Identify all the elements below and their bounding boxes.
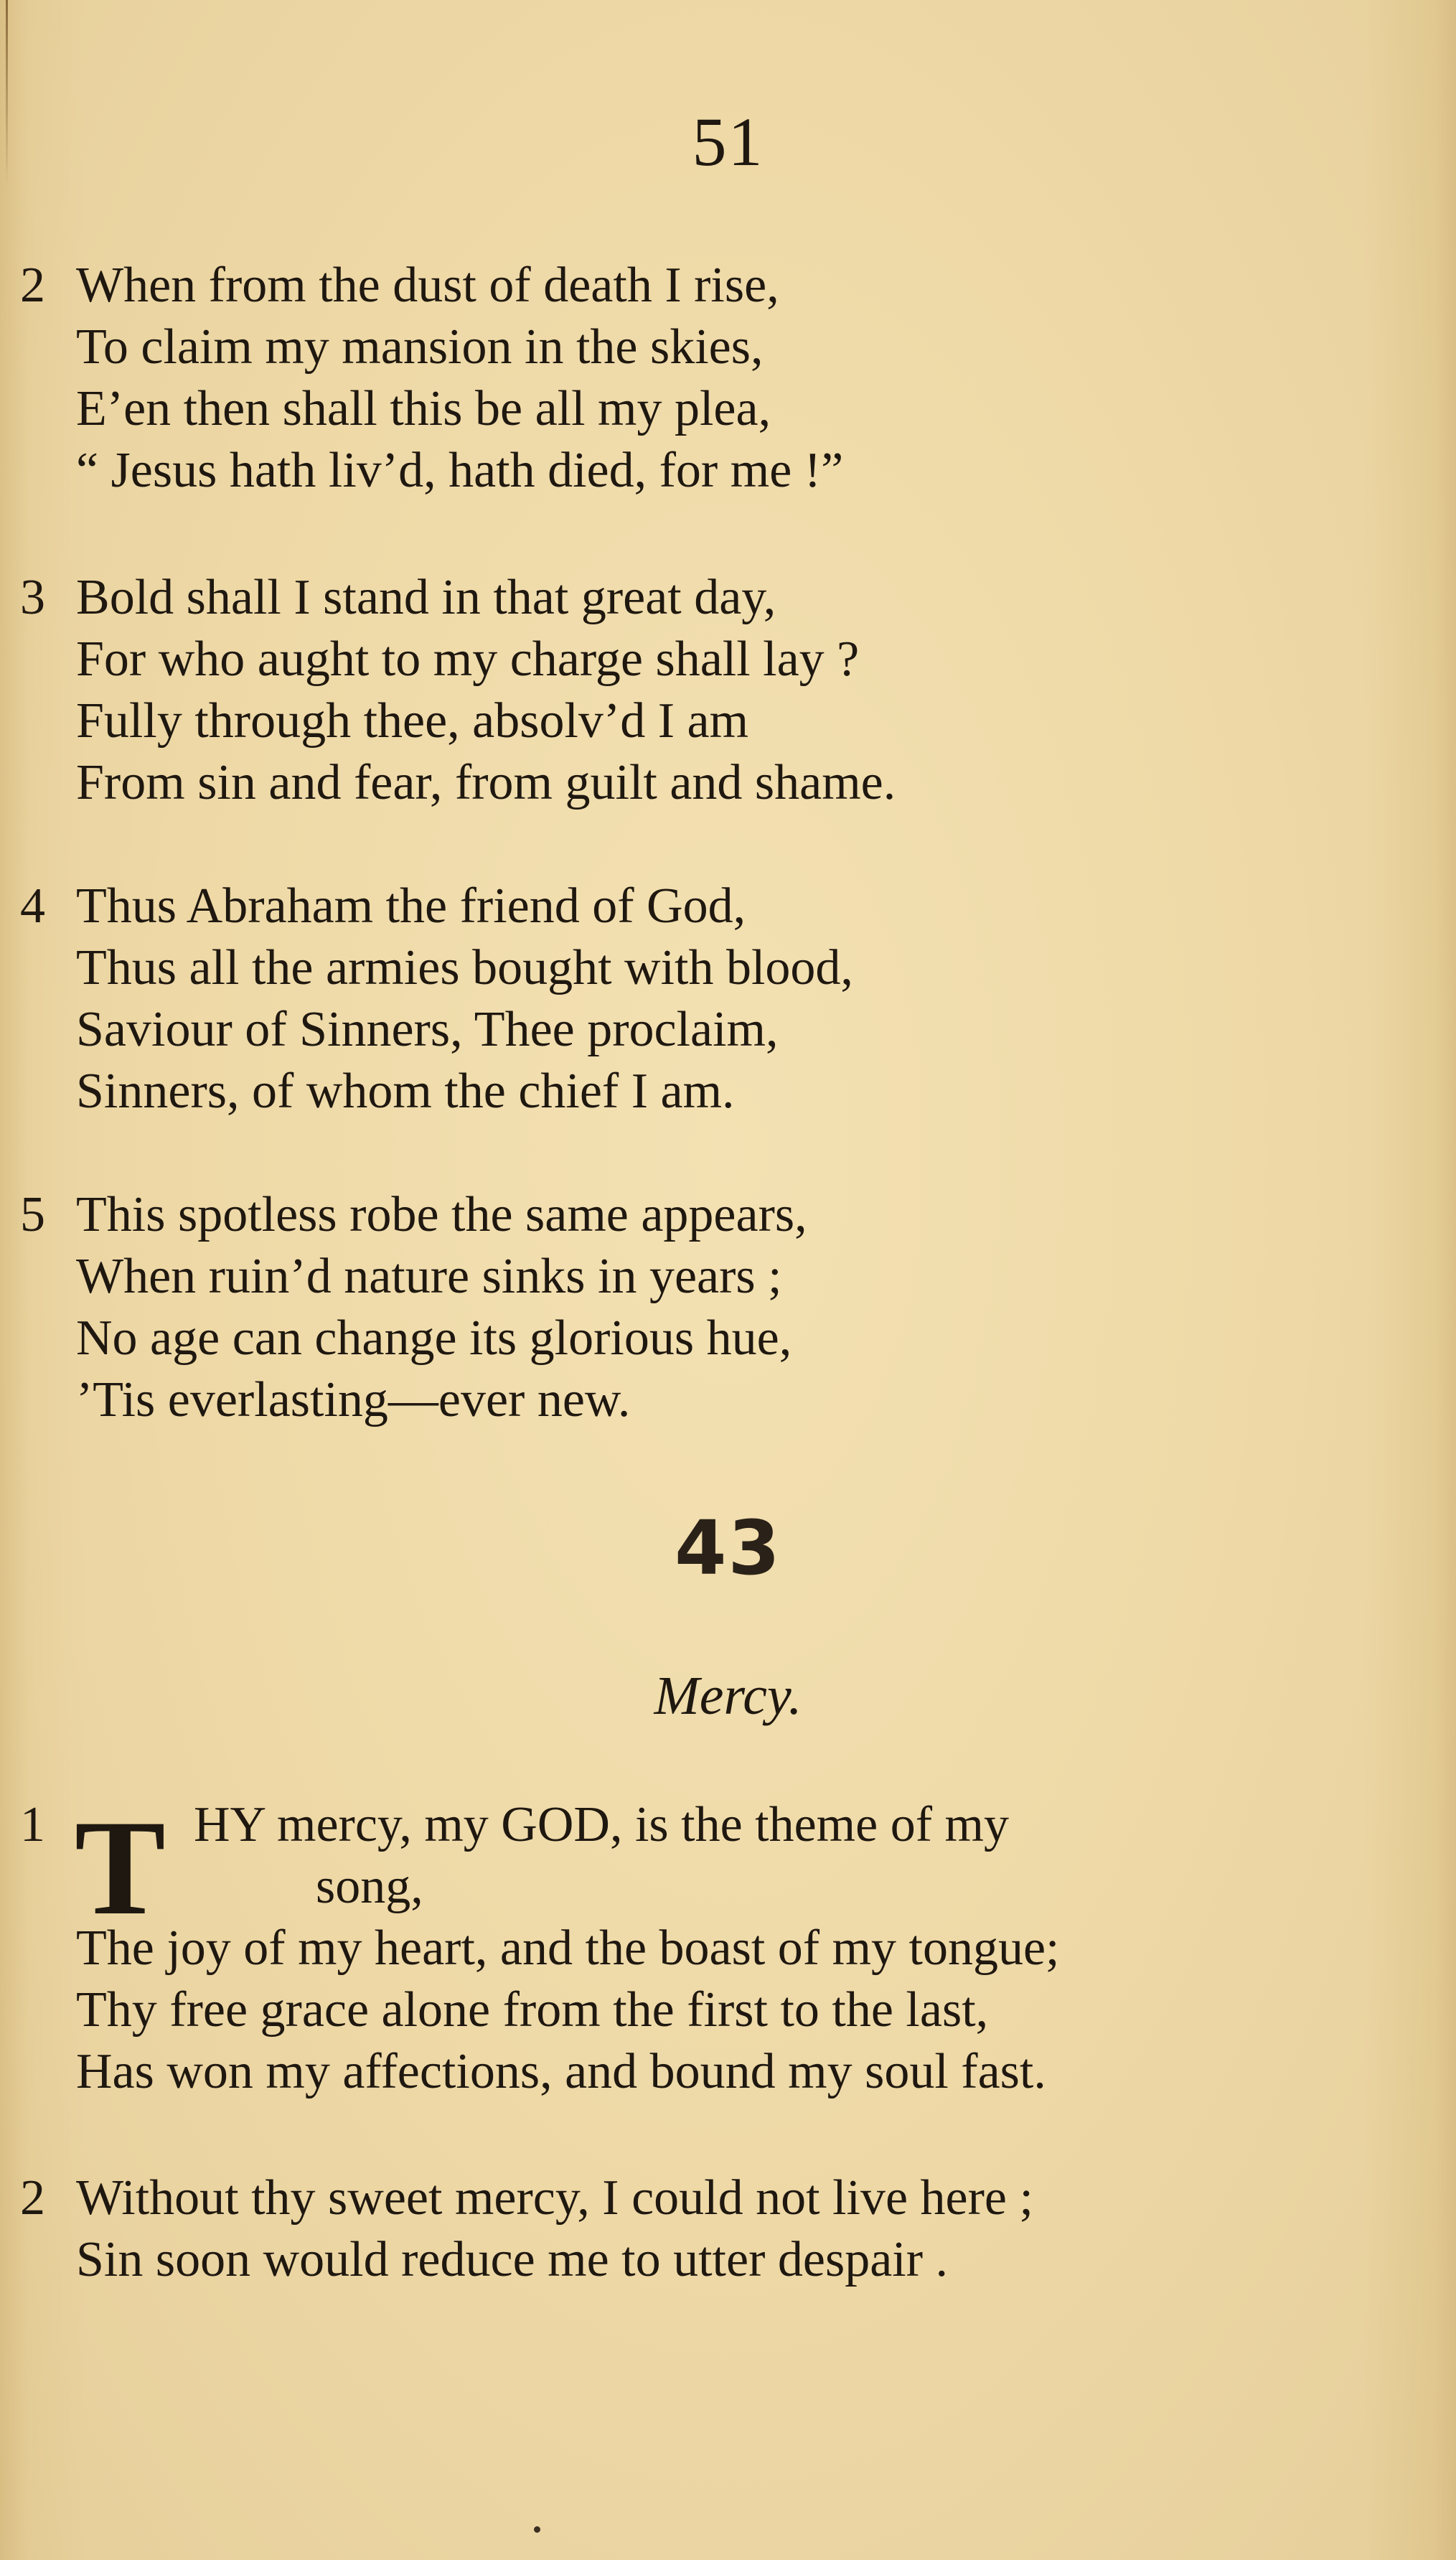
verse-number: 3 bbox=[20, 570, 45, 625]
hymn-title: Mercy. bbox=[654, 1666, 802, 1726]
verse-line: The joy of my heart, and the boast of my tongue; bbox=[76, 1921, 1060, 1976]
verse-line: Without thy sweet mercy, I could not live here ; bbox=[76, 2170, 1033, 2226]
verse-line: song, bbox=[316, 1859, 423, 1914]
verse-line: Saviour of Sinners, Thee proclaim, bbox=[76, 1002, 779, 1057]
verse-line: When ruin’d nature sinks in years ; bbox=[76, 1249, 782, 1304]
verse-line: Fully through thee, absolv’d I am bbox=[76, 693, 749, 749]
verse-number: 2 bbox=[20, 258, 45, 313]
printer-dot bbox=[534, 2526, 540, 2533]
verse-line: “ Jesus hath liv’d, hath died, for me !” bbox=[76, 443, 844, 498]
verse-line: Sinners, of whom the chief I am. bbox=[76, 1064, 735, 1119]
verse-line: From sin and fear, from guilt and shame. bbox=[76, 755, 896, 810]
verse-line: To claim my mansion in the skies, bbox=[76, 319, 764, 375]
verse-line: Thy free grace alone from the first to the last, bbox=[76, 1982, 989, 2038]
verse-line: For who aught to my charge shall lay ? bbox=[76, 632, 860, 687]
verse-line: This spotless robe the same appears, bbox=[76, 1187, 807, 1242]
verse-line: Thus all the armies bought with blood, bbox=[76, 940, 853, 995]
verse-line: Has won my affections, and bound my soul fast. bbox=[76, 2044, 1046, 2099]
page-number: 51 bbox=[692, 103, 764, 180]
verse-line: When from the dust of death I rise, bbox=[76, 258, 779, 313]
verse-line: E’en then shall this be all my plea, bbox=[76, 381, 771, 436]
verse-number: 1 bbox=[20, 1797, 45, 1852]
verse-number: 4 bbox=[20, 878, 45, 934]
verse-line: HY mercy, my GOD, is the theme of my bbox=[194, 1797, 1009, 1852]
hymn-number: 43 bbox=[675, 1504, 781, 1592]
verse-line: Sin soon would reduce me to utter despair . bbox=[76, 2232, 949, 2287]
drop-cap: T bbox=[75, 1793, 166, 1944]
verse-line: Bold shall I stand in that great day, bbox=[76, 570, 776, 625]
verse-line: No age can change its glorious hue, bbox=[76, 1311, 792, 1366]
verse-line: Thus Abraham the friend of God, bbox=[76, 878, 746, 934]
verse-line: ’Tis everlasting—ever new. bbox=[76, 1372, 631, 1427]
verse-number: 5 bbox=[20, 1187, 45, 1242]
verse-number: 2 bbox=[20, 2170, 45, 2226]
